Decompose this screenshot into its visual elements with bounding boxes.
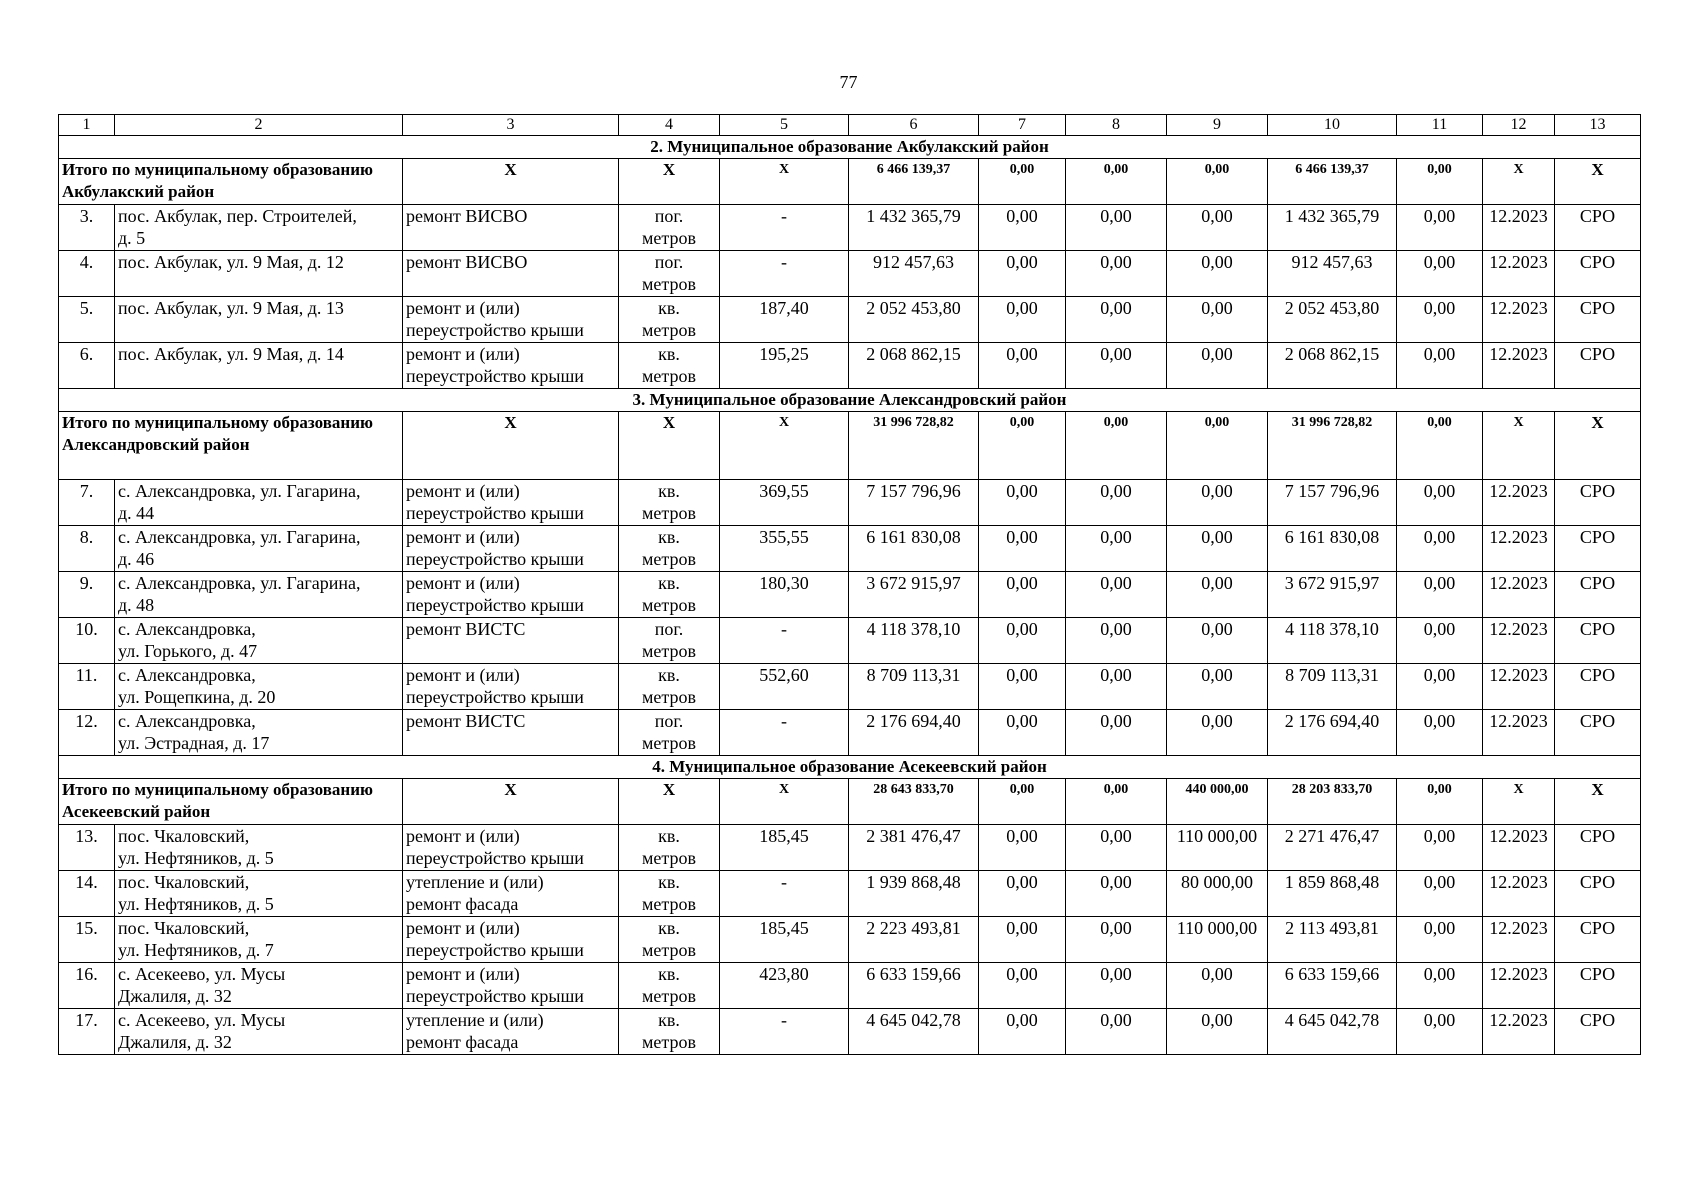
row-c12: 12.2023: [1483, 1009, 1555, 1055]
row-unit: кв. метров: [619, 480, 720, 526]
total-c6: 6 466 139,37: [849, 159, 979, 205]
total-c12: X: [1483, 412, 1555, 480]
row-c12: 12.2023: [1483, 297, 1555, 343]
row-c9: 0,00: [1167, 710, 1268, 756]
row-c11: 0,00: [1397, 297, 1483, 343]
table-row: [59, 343, 1641, 389]
table-row: [59, 480, 1641, 526]
row-unit: пог. метров: [619, 618, 720, 664]
total-col-13: X: [1555, 779, 1641, 825]
row-address: пос. Акбулак, пер. Строителей, д. 5: [115, 205, 403, 251]
row-unit: кв. метров: [619, 664, 720, 710]
row-c6: 912 457,63: [849, 251, 979, 297]
row-c10: 7 157 796,96: [1268, 480, 1397, 526]
row-unit: кв. метров: [619, 297, 720, 343]
total-col-3: X: [403, 412, 619, 480]
row-work-type: утепление и (или) ремонт фасада: [403, 871, 619, 917]
row-c8: 0,00: [1066, 825, 1167, 871]
row-address: пос. Чкаловский, ул. Нефтяников, д. 7: [115, 917, 403, 963]
row-c6: 2 223 493,81: [849, 917, 979, 963]
row-work-type: утепление и (или) ремонт фасада: [403, 1009, 619, 1055]
row-c8: 0,00: [1066, 618, 1167, 664]
row-c9: 110 000,00: [1167, 825, 1268, 871]
row-number: 11.: [59, 664, 115, 710]
row-number: 10.: [59, 618, 115, 664]
row-unit: кв. метров: [619, 917, 720, 963]
row-c10: 2 176 694,40: [1268, 710, 1397, 756]
row-c13: СРО: [1555, 526, 1641, 572]
row-c10: 1 859 868,48: [1268, 871, 1397, 917]
column-number-4: 4: [619, 115, 720, 136]
row-c5: 369,55: [720, 480, 849, 526]
row-c5: 552,60: [720, 664, 849, 710]
row-unit: пог. метров: [619, 205, 720, 251]
row-c5: -: [720, 618, 849, 664]
row-c7: 0,00: [979, 343, 1066, 389]
row-unit: кв. метров: [619, 526, 720, 572]
row-number: 3.: [59, 205, 115, 251]
table-row: [59, 1009, 1641, 1055]
row-address: с. Александровка, ул. Гагарина, д. 48: [115, 572, 403, 618]
row-c12: 12.2023: [1483, 618, 1555, 664]
row-c13: СРО: [1555, 710, 1641, 756]
column-number-1: 1: [59, 115, 115, 136]
row-unit: кв. метров: [619, 1009, 720, 1055]
row-c7: 0,00: [979, 205, 1066, 251]
total-c8: 0,00: [1066, 159, 1167, 205]
row-c10: 1 432 365,79: [1268, 205, 1397, 251]
row-work-type: ремонт и (или) переустройство крыши: [403, 825, 619, 871]
row-c11: 0,00: [1397, 480, 1483, 526]
row-number: 7.: [59, 480, 115, 526]
row-work-type: ремонт и (или) переустройство крыши: [403, 480, 619, 526]
row-c9: 0,00: [1167, 526, 1268, 572]
row-c7: 0,00: [979, 664, 1066, 710]
row-c7: 0,00: [979, 480, 1066, 526]
row-address: с. Асекеево, ул. Мусы Джалиля, д. 32: [115, 963, 403, 1009]
row-address: с. Александровка, ул. Горького, д. 47: [115, 618, 403, 664]
total-c8: 0,00: [1066, 779, 1167, 825]
row-c8: 0,00: [1066, 343, 1167, 389]
row-c10: 2 068 862,15: [1268, 343, 1397, 389]
row-work-type: ремонт и (или) переустройство крыши: [403, 963, 619, 1009]
row-c10: 912 457,63: [1268, 251, 1397, 297]
row-address: с. Асекеево, ул. Мусы Джалиля, д. 32: [115, 1009, 403, 1055]
row-c6: 4 645 042,78: [849, 1009, 979, 1055]
section-title: 4. Муниципальное образование Асекеевский район: [59, 756, 1641, 779]
row-unit: кв. метров: [619, 343, 720, 389]
row-work-type: ремонт ВИСТС: [403, 710, 619, 756]
row-c6: 1 939 868,48: [849, 871, 979, 917]
row-work-type: ремонт и (или) переустройство крыши: [403, 297, 619, 343]
total-c5: X: [720, 412, 849, 480]
total-col-4: X: [619, 159, 720, 205]
column-number-5: 5: [720, 115, 849, 136]
row-c7: 0,00: [979, 618, 1066, 664]
row-c10: 8 709 113,31: [1268, 664, 1397, 710]
column-number-13: 13: [1555, 115, 1641, 136]
row-c13: СРО: [1555, 618, 1641, 664]
row-c11: 0,00: [1397, 917, 1483, 963]
row-c7: 0,00: [979, 251, 1066, 297]
row-number: 13.: [59, 825, 115, 871]
row-number: 4.: [59, 251, 115, 297]
row-unit: кв. метров: [619, 572, 720, 618]
table-row: [59, 526, 1641, 572]
row-c6: 6 633 159,66: [849, 963, 979, 1009]
row-c6: 2 068 862,15: [849, 343, 979, 389]
column-number-8: 8: [1066, 115, 1167, 136]
total-c9: 0,00: [1167, 412, 1268, 480]
row-c5: 180,30: [720, 572, 849, 618]
row-number: 14.: [59, 871, 115, 917]
column-number-3: 3: [403, 115, 619, 136]
row-c8: 0,00: [1066, 664, 1167, 710]
row-c13: СРО: [1555, 825, 1641, 871]
row-address: с. Александровка, ул. Эстрадная, д. 17: [115, 710, 403, 756]
row-address: с. Александровка, ул. Рощепкина, д. 20: [115, 664, 403, 710]
total-label: Итого по муниципальному образованию Акбулакский район: [59, 159, 403, 205]
total-col-3: X: [403, 779, 619, 825]
row-work-type: ремонт и (или) переустройство крыши: [403, 526, 619, 572]
row-c7: 0,00: [979, 710, 1066, 756]
row-c9: 0,00: [1167, 480, 1268, 526]
row-c10: 4 118 378,10: [1268, 618, 1397, 664]
row-c5: 185,45: [720, 917, 849, 963]
row-c12: 12.2023: [1483, 664, 1555, 710]
row-c13: СРО: [1555, 480, 1641, 526]
total-c9: 0,00: [1167, 159, 1268, 205]
row-c9: 110 000,00: [1167, 917, 1268, 963]
row-number: 16.: [59, 963, 115, 1009]
row-unit: пог. метров: [619, 251, 720, 297]
total-c11: 0,00: [1397, 779, 1483, 825]
total-c7: 0,00: [979, 779, 1066, 825]
row-c6: 2 176 694,40: [849, 710, 979, 756]
total-c6: 31 996 728,82: [849, 412, 979, 480]
capital-repair-table: [58, 114, 1641, 1055]
row-unit: пог. метров: [619, 710, 720, 756]
row-c5: 195,25: [720, 343, 849, 389]
row-c6: 8 709 113,31: [849, 664, 979, 710]
total-c5: X: [720, 779, 849, 825]
total-c11: 0,00: [1397, 412, 1483, 480]
total-col-13: X: [1555, 412, 1641, 480]
row-c12: 12.2023: [1483, 343, 1555, 389]
row-address: пос. Чкаловский, ул. Нефтяников, д. 5: [115, 871, 403, 917]
row-c8: 0,00: [1066, 963, 1167, 1009]
row-c5: -: [720, 251, 849, 297]
row-c13: СРО: [1555, 664, 1641, 710]
table-row: [59, 825, 1641, 871]
table-row: [59, 572, 1641, 618]
row-c11: 0,00: [1397, 251, 1483, 297]
row-number: 17.: [59, 1009, 115, 1055]
row-address: с. Александровка, ул. Гагарина, д. 44: [115, 480, 403, 526]
row-number: 8.: [59, 526, 115, 572]
total-col-4: X: [619, 412, 720, 480]
total-c8: 0,00: [1066, 412, 1167, 480]
row-number: 12.: [59, 710, 115, 756]
row-address: пос. Акбулак, ул. 9 Мая, д. 12: [115, 251, 403, 297]
row-c10: 6 161 830,08: [1268, 526, 1397, 572]
table-row: [59, 618, 1641, 664]
row-c13: СРО: [1555, 963, 1641, 1009]
total-c7: 0,00: [979, 412, 1066, 480]
row-c6: 2 052 453,80: [849, 297, 979, 343]
row-c11: 0,00: [1397, 526, 1483, 572]
section-heading-row: [59, 136, 1641, 159]
row-c10: 2 052 453,80: [1268, 297, 1397, 343]
section-heading-row: [59, 389, 1641, 412]
row-c8: 0,00: [1066, 871, 1167, 917]
table-row: [59, 251, 1641, 297]
row-c13: СРО: [1555, 205, 1641, 251]
column-number-9: 9: [1167, 115, 1268, 136]
column-number-row: [59, 115, 1641, 136]
row-c9: 0,00: [1167, 205, 1268, 251]
row-unit: кв. метров: [619, 871, 720, 917]
row-c13: СРО: [1555, 1009, 1641, 1055]
row-c9: 0,00: [1167, 1009, 1268, 1055]
row-c8: 0,00: [1066, 526, 1167, 572]
total-c11: 0,00: [1397, 159, 1483, 205]
row-c6: 4 118 378,10: [849, 618, 979, 664]
table-body: [59, 115, 1641, 1055]
section-heading-row: [59, 756, 1641, 779]
row-c7: 0,00: [979, 871, 1066, 917]
column-number-11: 11: [1397, 115, 1483, 136]
table-row: [59, 297, 1641, 343]
row-number: 6.: [59, 343, 115, 389]
row-c9: 0,00: [1167, 343, 1268, 389]
page-number: 77: [839, 72, 858, 92]
row-c10: 2 113 493,81: [1268, 917, 1397, 963]
row-c10: 6 633 159,66: [1268, 963, 1397, 1009]
row-c13: СРО: [1555, 917, 1641, 963]
row-c11: 0,00: [1397, 664, 1483, 710]
row-c12: 12.2023: [1483, 710, 1555, 756]
row-number: 9.: [59, 572, 115, 618]
row-c6: 7 157 796,96: [849, 480, 979, 526]
total-c10: 31 996 728,82: [1268, 412, 1397, 480]
row-address: с. Александровка, ул. Гагарина, д. 46: [115, 526, 403, 572]
row-c6: 2 381 476,47: [849, 825, 979, 871]
row-c9: 0,00: [1167, 251, 1268, 297]
row-c9: 80 000,00: [1167, 871, 1268, 917]
column-number-10: 10: [1268, 115, 1397, 136]
row-c6: 1 432 365,79: [849, 205, 979, 251]
row-c7: 0,00: [979, 963, 1066, 1009]
row-unit: кв. метров: [619, 825, 720, 871]
row-c8: 0,00: [1066, 572, 1167, 618]
row-address: пос. Акбулак, ул. 9 Мая, д. 14: [115, 343, 403, 389]
row-c5: 185,45: [720, 825, 849, 871]
table-row: [59, 710, 1641, 756]
row-c9: 0,00: [1167, 572, 1268, 618]
total-c10: 6 466 139,37: [1268, 159, 1397, 205]
row-work-type: ремонт и (или) переустройство крыши: [403, 664, 619, 710]
row-c12: 12.2023: [1483, 205, 1555, 251]
row-c13: СРО: [1555, 572, 1641, 618]
row-c7: 0,00: [979, 825, 1066, 871]
row-c5: 423,80: [720, 963, 849, 1009]
total-c6: 28 643 833,70: [849, 779, 979, 825]
row-number: 5.: [59, 297, 115, 343]
row-c11: 0,00: [1397, 825, 1483, 871]
table-row: [59, 963, 1641, 1009]
row-c10: 2 271 476,47: [1268, 825, 1397, 871]
row-c12: 12.2023: [1483, 963, 1555, 1009]
row-work-type: ремонт ВИСТС: [403, 618, 619, 664]
table-row: [59, 205, 1641, 251]
total-c5: X: [720, 159, 849, 205]
row-c11: 0,00: [1397, 963, 1483, 1009]
row-address: пос. Акбулак, ул. 9 Мая, д. 13: [115, 297, 403, 343]
row-c8: 0,00: [1066, 1009, 1167, 1055]
row-c11: 0,00: [1397, 1009, 1483, 1055]
row-c7: 0,00: [979, 917, 1066, 963]
total-label: Итого по муниципальному образованию Александровский район: [59, 412, 403, 480]
row-c10: 4 645 042,78: [1268, 1009, 1397, 1055]
row-c7: 0,00: [979, 572, 1066, 618]
row-c12: 12.2023: [1483, 526, 1555, 572]
row-c12: 12.2023: [1483, 572, 1555, 618]
section-title: 3. Муниципальное образование Александровский район: [59, 389, 1641, 412]
row-c7: 0,00: [979, 526, 1066, 572]
column-number-2: 2: [115, 115, 403, 136]
total-col-13: X: [1555, 159, 1641, 205]
row-c5: 355,55: [720, 526, 849, 572]
row-work-type: ремонт и (или) переустройство крыши: [403, 917, 619, 963]
total-col-3: X: [403, 159, 619, 205]
column-number-7: 7: [979, 115, 1066, 136]
row-c9: 0,00: [1167, 664, 1268, 710]
row-c8: 0,00: [1066, 480, 1167, 526]
section-title: 2. Муниципальное образование Акбулакский район: [59, 136, 1641, 159]
row-c5: -: [720, 710, 849, 756]
row-c7: 0,00: [979, 297, 1066, 343]
row-c5: 187,40: [720, 297, 849, 343]
total-col-4: X: [619, 779, 720, 825]
table-row: [59, 871, 1641, 917]
section-total-row: [59, 159, 1641, 205]
row-work-type: ремонт и (или) переустройство крыши: [403, 343, 619, 389]
row-c12: 12.2023: [1483, 480, 1555, 526]
total-c12: X: [1483, 779, 1555, 825]
row-c13: СРО: [1555, 343, 1641, 389]
total-c9: 440 000,00: [1167, 779, 1268, 825]
row-c5: -: [720, 205, 849, 251]
row-c8: 0,00: [1066, 917, 1167, 963]
row-c10: 3 672 915,97: [1268, 572, 1397, 618]
row-c11: 0,00: [1397, 572, 1483, 618]
row-c12: 12.2023: [1483, 871, 1555, 917]
row-c13: СРО: [1555, 871, 1641, 917]
total-c12: X: [1483, 159, 1555, 205]
row-c9: 0,00: [1167, 618, 1268, 664]
row-address: пос. Чкаловский, ул. Нефтяников, д. 5: [115, 825, 403, 871]
row-c5: -: [720, 871, 849, 917]
row-work-type: ремонт ВИСВО: [403, 251, 619, 297]
row-c11: 0,00: [1397, 618, 1483, 664]
total-label: Итого по муниципальному образованию Асекеевский район: [59, 779, 403, 825]
column-number-6: 6: [849, 115, 979, 136]
row-number: 15.: [59, 917, 115, 963]
row-c8: 0,00: [1066, 710, 1167, 756]
row-c12: 12.2023: [1483, 825, 1555, 871]
section-total-row: [59, 412, 1641, 480]
row-c5: -: [720, 1009, 849, 1055]
row-unit: кв. метров: [619, 963, 720, 1009]
row-c13: СРО: [1555, 251, 1641, 297]
row-work-type: ремонт и (или) переустройство крыши: [403, 572, 619, 618]
row-c12: 12.2023: [1483, 251, 1555, 297]
row-c8: 0,00: [1066, 297, 1167, 343]
table-row: [59, 664, 1641, 710]
row-c11: 0,00: [1397, 343, 1483, 389]
row-c11: 0,00: [1397, 205, 1483, 251]
table-row: [59, 917, 1641, 963]
column-number-12: 12: [1483, 115, 1555, 136]
row-c6: 6 161 830,08: [849, 526, 979, 572]
row-c12: 12.2023: [1483, 917, 1555, 963]
row-c6: 3 672 915,97: [849, 572, 979, 618]
row-c11: 0,00: [1397, 710, 1483, 756]
row-c7: 0,00: [979, 1009, 1066, 1055]
row-c11: 0,00: [1397, 871, 1483, 917]
total-c7: 0,00: [979, 159, 1066, 205]
row-c9: 0,00: [1167, 297, 1268, 343]
row-c8: 0,00: [1066, 251, 1167, 297]
row-c13: СРО: [1555, 297, 1641, 343]
row-c9: 0,00: [1167, 963, 1268, 1009]
section-total-row: [59, 779, 1641, 825]
row-work-type: ремонт ВИСВО: [403, 205, 619, 251]
total-c10: 28 203 833,70: [1268, 779, 1397, 825]
row-c8: 0,00: [1066, 205, 1167, 251]
